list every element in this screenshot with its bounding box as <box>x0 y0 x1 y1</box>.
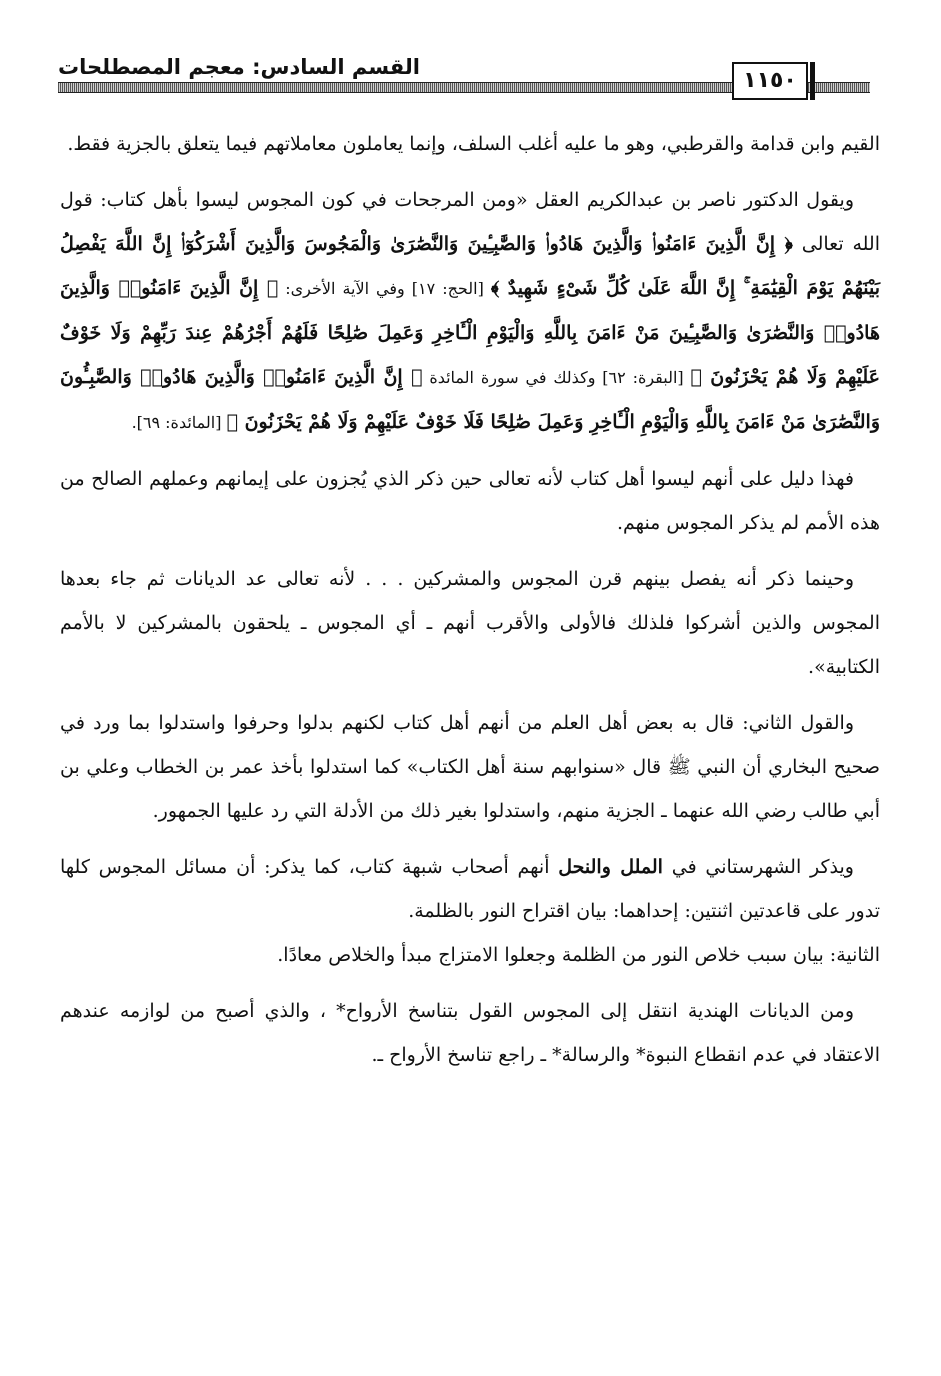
text-segment: ويقول الدكتور ناصر بن عبدالكريم العقل «ومن المرجحات في كون المجوس ليسوا بأهل كتاب: قول الله تعالى <box>60 189 880 255</box>
page-header <box>58 52 870 102</box>
verse-reference: [المائدة: ٦٩]. <box>131 413 227 432</box>
text-segment: والقول الثاني: قال به بعض أهل العلم من أنهم أهل كتاب لكنهم بدلوا وحرفوا واستدلوا بما ورد في صحيح البخاري أن النبي ﷺ قال «سنوابهم سنة أهل الكتاب» كما استدلوا بأخذ عمر بن الخطاب وعلي بن أبي طالب رضي الله عنهما ـ الجزية منهم، واستدلوا بغير ذلك من الأدلة التي رد عليها الجمهور. <box>60 712 880 822</box>
paragraph <box>60 557 880 689</box>
quran-verse: ﴿ إِنَّ الَّذِينَ ءَامَنُوا۟ وَالَّذِينَ هَادُوا۟ وَالصَّٰبِـُٔونَ وَالنَّصَٰرَىٰ مَنْ ءَامَنَ بِاللَّهِ وَالْيَوْمِ الْـَٔاخِرِ وَعَمِلَ صَٰلِحًا فَلَا خَوْفٌ عَلَيْهِمْ وَلَا هُمْ يَحْزَنُونَ ﴾ <box>60 366 880 433</box>
paragraph <box>60 933 880 977</box>
paragraph <box>60 122 880 166</box>
text-segment: ويذكر الشهرستاني في <box>662 856 854 878</box>
body-text <box>60 122 880 1089</box>
text-segment: الثانية: بيان سبب خلاص النور من الظلمة وجعلوا الامتزاج مبدأ والخلاص معادًا. <box>277 944 880 966</box>
text-segment: ومن الديانات الهندية انتقل إلى المجوس القول بتناسخ الأرواح* ، والذي أصبح من لوازمه عندهم الاعتقاد في عدم انقطاع النبوة* والرسالة* ـ راجع تناسخ الأرواح ـ. <box>60 1000 880 1066</box>
paragraph <box>60 989 880 1077</box>
quran-verse: ﴿ إِنَّ الَّذِينَ ءَامَنُوا۟ وَالَّذِينَ هَادُوا۟ وَالنَّصَٰرَىٰ وَالصَّٰبِـِٔينَ مَنْ ءَامَنَ بِاللَّهِ وَالْيَوْمِ الْـَٔاخِرِ وَعَمِلَ صَٰلِحًا فَلَهُمْ أَجْرُهُمْ عِندَ رَبِّهِمْ وَلَا خَوْفٌ عَلَيْهِمْ وَلَا هُمْ يَحْزَنُونَ ﴾ <box>60 277 880 388</box>
text-segment: القيم وابن قدامة والقرطبي، وهو ما عليه أغلب السلف، وإنما يعاملون معاملاتهم فيما يتعلق بالجزية فقط. <box>67 133 880 155</box>
text-segment: وحينما ذكر أنه يفصل بينهم قرن المجوس والمشركين . . . لأنه تعالى عد الديانات ثم جاء بعدها المجوس والذين أشركوا فلذلك فالأولى والأقرب أنهم ـ أي المجوس ـ يلحقون بالمشركين لا بالأمم الكتابية». <box>60 568 880 678</box>
paragraph <box>60 178 880 445</box>
text-segment: أنهم أصحاب شبهة كتاب، كما يذكر: أن مسائل المجوس كلها تدور على قاعدتين اثنتين: إحداهما: بيان اقتراح النور بالظلمة. <box>60 856 880 922</box>
section-title: القسم السادس: معجم المصطلحات <box>58 55 420 79</box>
book-title: الملل والنحل <box>558 856 663 878</box>
paragraph <box>60 701 880 833</box>
verse-reference: [الحج: ١٧] وفي الآية الأخرى: <box>278 279 491 298</box>
paragraph <box>60 845 880 933</box>
verse-reference: [البقرة: ٦٢] وكذلك في سورة المائدة <box>422 368 691 387</box>
paragraph <box>60 457 880 545</box>
quran-verse: ﴿ إِنَّ الَّذِينَ ءَامَنُوا۟ وَالَّذِينَ هَادُوا۟ وَالصَّٰبِـِٔينَ وَالنَّصَٰرَىٰ وَالْمَجُوسَ وَالَّذِينَ أَشْرَكُوٓا۟ إِنَّ اللَّهَ يَفْصِلُ بَيْنَهُمْ يَوْمَ الْقِيَٰمَةِ ۚ إِنَّ اللَّهَ عَلَىٰ كُلِّ شَىْءٍ شَهِيدٌ ﴾ <box>60 233 880 299</box>
text-segment: فهذا دليل على أنهم ليسوا أهل كتاب لأنه تعالى حين ذكر الذي يُجزون على إيمانهم وعملهم الصالح من هذه الأمم لم يذكر المجوس منهم. <box>60 468 880 534</box>
page-number: ١١٥٠ <box>732 62 808 100</box>
